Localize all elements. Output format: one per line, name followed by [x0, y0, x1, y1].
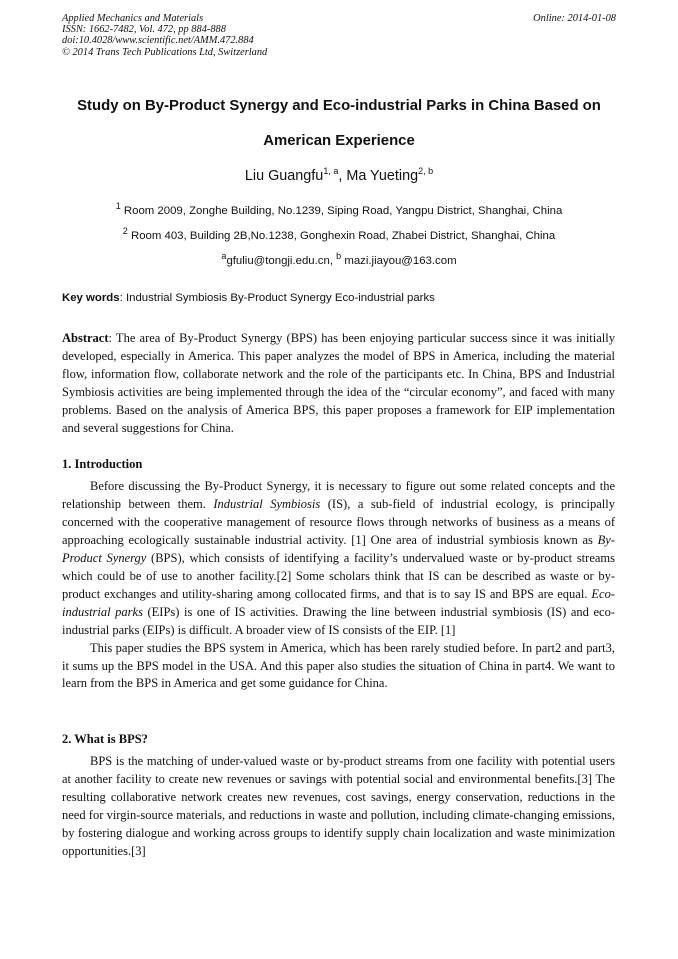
author-2-name: Ma Yueting: [346, 168, 419, 184]
author-1-sup: 1, a: [323, 166, 339, 177]
journal-header: [62, 13, 616, 58]
abstract-label: Abstract: [62, 331, 109, 345]
journal-issn: ISSN: 1662-7482, Vol. 472, pp 884-888: [62, 24, 226, 36]
section-1-body: [62, 478, 615, 693]
section-2-heading: 2. What is BPS?: [62, 732, 148, 746]
abstract-text: : The area of By-Product Synergy (BPS) has been enjoying particular success since it was initially developed, especially in America. This paper analyzes the model of BPS in America, including the material flow, information flow, collaborate network and the role of the participants etc. In China, BPS and Industrial Symbiosis activities are being implemented through the idea of the “circular economy”, and faced with many problems. Based on the analysis of America BPS, this paper proposes a framework for EIP implementation and several suggestions for China.: [62, 331, 615, 435]
keywords-text: : Industrial Symbiosis By-Product Synergy Eco-industrial parks: [119, 292, 435, 304]
affiliation-2-text: Room 403, Building 2B,No.1238, Gonghexin Road, Zhabei District, Shanghai, China: [127, 230, 556, 242]
section-1-heading: 1. Introduction: [62, 457, 143, 471]
text-run: Before discussing the By-Product Synergy, it is necessary to figure out some related concepts and the relationship between them.: [62, 479, 615, 511]
affiliation-2: [62, 228, 616, 244]
abstract: [62, 330, 615, 438]
affiliation-1: [62, 203, 616, 219]
keywords: [62, 290, 616, 306]
author-2-sup: 2, b: [418, 166, 434, 177]
online-date: Online: 2014-01-08: [533, 13, 616, 24]
email-b: mazi.jiayou@163.com: [341, 255, 457, 267]
email-a-sup: a: [221, 251, 227, 262]
section-2-body: [62, 753, 615, 861]
keywords-label: Key words: [62, 292, 120, 304]
affiliation-1-text: Room 2009, Zonghe Building, No.1239, Siping Road, Yangpu District, Shanghai, China: [120, 205, 563, 217]
text-run: (BPS), which consists of identifying a facility’s undervalued waste or by-product streams which could be of use to another facility.[2] Some scholars think that IS can be described as waste or by-product exchanges and utility-sharing among collocated firms, and that is to say IS and BPS are equal.: [62, 550, 615, 601]
section-1-paragraph-2: This paper studies the BPS system in America, which has been rarely studied before. In part2 and part3, it sums up the BPS model in the USA. And this paper also studies the situation of China in part4. We want to learn from the BPS in America and get some guidance for China.: [62, 640, 615, 691]
email-line: [62, 253, 616, 269]
author-line: [62, 166, 616, 186]
term-eco-industrial-parks: Eco-industrial parks: [62, 586, 615, 619]
affiliation-1-sup: 1: [115, 201, 121, 212]
term-by-product-synergy: By-Product Synergy: [62, 532, 615, 565]
term-industrial-symbiosis: Industrial Symbiosis: [213, 496, 321, 511]
paper-title: Study on By-Product Synergy and Eco-industrial Parks in China Based on American Experience: [77, 98, 601, 149]
author-separator: ,: [338, 168, 347, 184]
journal-doi: doi:10.4028/www.scientific.net/AMM.472.884: [62, 35, 254, 47]
text-run: (IS), a sub-field of industrial ecology, is principally concerned with the cooperative management of resource flows through networks of business as a means of approaching ecologically sustainable industrial activity. [1] One area of industrial symbiosis known as: [62, 496, 616, 547]
section-2-paragraph-1: BPS is the matching of under-valued waste or by-product streams from one facility with potential users at another facility to create new revenues or savings with potential social and environmental benefits.[3] The resulting collaborative network creates new revenues, cost savings, energy conservation, reductions in the need for virgin-source materials, and reductions in waste and pollution, including climate-changing emissions, by fostering dialogue and working across groups to identify supply chain localization and waste minimization opportunities.[3]: [62, 754, 615, 858]
journal-copyright: © 2014 Trans Tech Publications Ltd, Switzerland: [62, 46, 268, 58]
author-1-name: Liu Guangfu: [244, 168, 324, 184]
email-b-sup: b: [336, 251, 342, 262]
text-run: (EIPs) is one of IS activities. Drawing the line between industrial symbiosis (IS) and eco-industrial parks (EIPs) is difficult. A broader view of IS consists of the EIP. [1]: [62, 604, 615, 637]
email-a: gfuliu@tongji.edu.cn,: [226, 255, 337, 267]
journal-name: Applied Mechanics and Materials: [62, 13, 204, 24]
affiliation-2-sup: 2: [122, 226, 128, 237]
section-1-paragraph-1: [62, 478, 615, 640]
